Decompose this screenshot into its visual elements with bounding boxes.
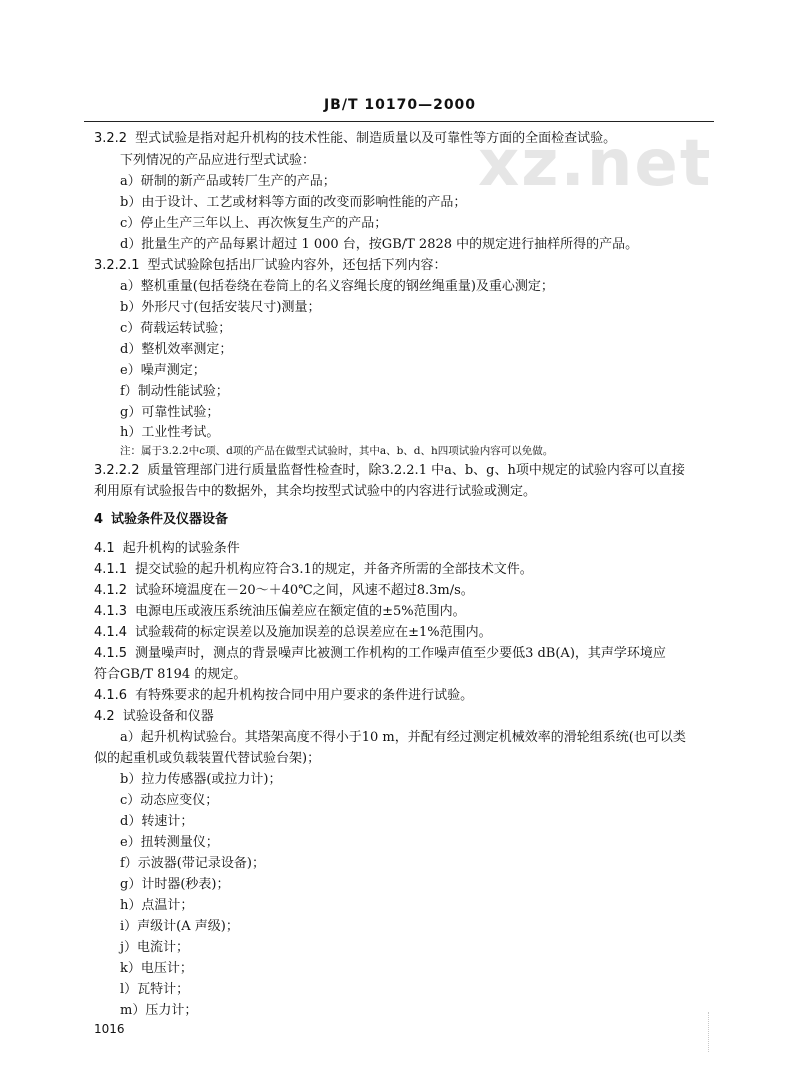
clause-4-2 [94, 708, 214, 726]
clause-number: 4.1.2 [94, 583, 128, 598]
list-item: l）瓦特计； [120, 982, 190, 997]
clause-text: 型式试验是指对起升机构的技术性能、制造质量以及可靠性等方面的全面检查试验。 [135, 131, 617, 146]
list-item: m）压力计； [120, 1003, 198, 1018]
section-4-heading [94, 511, 228, 529]
clause-text: 试验环境温度在－20～＋40℃之间，风速不超过8.3m/s。 [135, 583, 474, 598]
clause-4-1-4 [94, 624, 492, 642]
clause-number: 3.2.2 [94, 131, 128, 146]
list-item: a）起升机构试验台。其塔架高度不得小于10 m，并配有经过测定机械效率的滑轮组系统(也可以类 [120, 730, 686, 745]
list-item: h）工业性考试。 [120, 425, 220, 440]
clause-number: 4.1.4 [94, 625, 128, 640]
header-rule [84, 121, 714, 122]
clause-3-2-2-2 [94, 462, 685, 480]
list-item: j）电流计； [120, 940, 190, 955]
list-item: e）噪声测定； [120, 363, 206, 378]
list-item: i）声级计(A 声级)； [120, 919, 239, 934]
clause-number: 4.1.1 [94, 562, 128, 577]
clause-3-2-2 [94, 130, 616, 148]
list-item: c）动态应变仪； [120, 793, 219, 808]
list-item: b）由于设计、工艺或材料等方面的改变而影响性能的产品； [120, 195, 467, 210]
list-item: h）点温计； [120, 898, 194, 913]
text-line: 似的起重机或负载装置代替试验台架)； [94, 751, 321, 766]
clause-number: 3.2.2.2 [94, 463, 140, 478]
watermark: xz.net [478, 127, 713, 201]
list-item: c）停止生产三年以上、再次恢复生产的产品； [120, 216, 388, 231]
clause-4-1 [94, 540, 240, 558]
list-item: f）制动性能试验； [120, 384, 229, 399]
page-number: 1016 [94, 1022, 125, 1036]
clause-number: 4.1.6 [94, 688, 128, 703]
list-item: k）电压计； [120, 961, 193, 976]
list-item: f）示波器(带记录设备)； [120, 856, 265, 871]
clause-4-1-5 [94, 645, 666, 663]
text-line: 利用原有试验报告中的数据外，其余均按型式试验中的内容进行试验或测定。 [94, 484, 537, 499]
section-title: 试验条件及仪器设备 [111, 512, 229, 527]
clause-text: 型式试验除包括出厂试验内容外，还包括下列内容： [147, 258, 447, 273]
clause-text: 试验载荷的标定误差以及施加误差的总误差应在±1%范围内。 [135, 625, 492, 640]
list-item: g）计时器(秒表)； [120, 877, 230, 892]
list-item: b）拉力传感器(或拉力计)； [120, 772, 282, 787]
clause-text: 质量管理部门进行质量监督性检查时，除3.2.2.1 中a、b、g、h项中规定的试验内容可以直接 [147, 463, 685, 478]
clause-text: 测量噪声时，测点的背景噪声比被测工作机构的工作噪声值至少要低3 dB(A)，其声学环境应 [135, 646, 666, 661]
text-line: 下列情况的产品应进行型式试验： [120, 153, 316, 168]
list-item: a）研制的新产品或转厂生产的产品； [120, 174, 336, 189]
list-item: c）荷载运转试验； [120, 321, 232, 336]
clause-4-1-6 [94, 687, 473, 705]
clause-number: 4.2 [94, 709, 115, 724]
note-text: 注：属于3.2.2中c项、d项的产品在做型式试验时，其中a、b、d、h四项试验内容可以免做。 [120, 445, 554, 457]
section-number: 4 [94, 512, 104, 527]
clause-4-1-3 [94, 603, 466, 621]
clause-4-1-2 [94, 582, 474, 600]
clause-text: 起升机构的试验条件 [122, 541, 240, 556]
list-item: d）整机效率测定； [120, 342, 233, 357]
list-item: a）整机重量(包括卷绕在卷筒上的名义容绳长度的钢丝绳重量)及重心测定； [120, 279, 554, 294]
list-item: g）可靠性试验； [120, 405, 220, 420]
document-header: JB/T 10170—2000 [323, 97, 477, 113]
list-item: e）扭转测量仪； [120, 835, 219, 850]
clause-text: 试验设备和仪器 [122, 709, 214, 724]
scan-artifact [708, 1012, 709, 1052]
list-item: b）外形尺寸(包括安装尺寸)测量； [120, 300, 321, 315]
clause-text: 有特殊要求的起升机构按合同中用户要求的条件进行试验。 [135, 688, 474, 703]
list-item: d）批量生产的产品每累计超过 1 000 台，按GB/T 2828 中的规定进行抽样所得的产品。 [120, 237, 639, 252]
clause-number: 4.1.5 [94, 646, 128, 661]
clause-4-1-1 [94, 561, 533, 579]
clause-text: 电源电压或液压系统油压偏差应在额定值的±5%范围内。 [135, 604, 466, 619]
clause-number: 3.2.2.1 [94, 258, 140, 273]
clause-text: 提交试验的起升机构应符合3.1的规定，并备齐所需的全部技术文件。 [135, 562, 533, 577]
text-line: 符合GB/T 8194 的规定。 [94, 667, 247, 682]
clause-3-2-2-1 [94, 257, 447, 275]
clause-number: 4.1.3 [94, 604, 128, 619]
clause-number: 4.1 [94, 541, 115, 556]
list-item: d）转速计； [120, 814, 194, 829]
